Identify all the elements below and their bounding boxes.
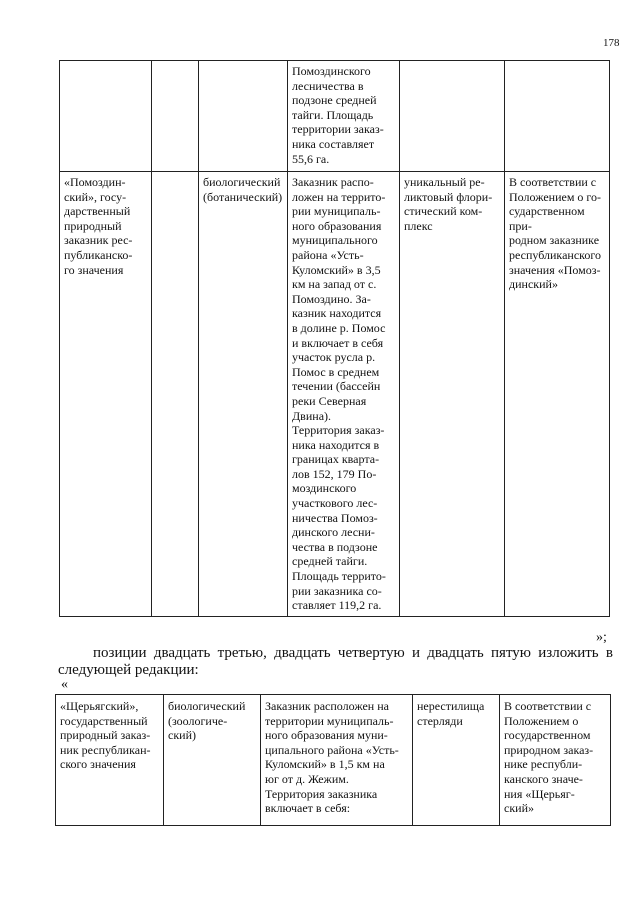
regulation-cell: В соответствии с Положением о го- сударственном при- родном заказнике республиканского значения «Помоз- динский» bbox=[505, 172, 610, 617]
feature-cell: нерестилища стерляди bbox=[413, 695, 500, 826]
description-cell: Заказник расположен на территории муниципаль- ного образования муни- ципального района «Усть- Куломский» в 1,5 км на юг от д. Жежим. Территория заказника включает в себя: bbox=[261, 695, 413, 826]
blank-cell bbox=[152, 61, 199, 172]
table-row bbox=[56, 695, 611, 826]
amendment-paragraph-line1: позиции двадцать третью, двадцать четвертую и двадцать пятую изложить в bbox=[93, 645, 613, 661]
name-cell: «Помоздин- ский», госу- дарственный природный заказник рес- публиканско- го значения bbox=[60, 172, 152, 617]
name-cell: «Щерьягский», государственный природный заказ- ник республикан- ского значения bbox=[56, 695, 164, 826]
table-row bbox=[60, 61, 610, 172]
closing-quote: »; bbox=[596, 630, 607, 645]
feature-cell bbox=[400, 61, 505, 172]
reserves-table-continued bbox=[59, 60, 610, 617]
regulation-cell: В соответствии с Положением о государственном природном заказ- нике республи- канского значе- ния «Щерьяг- ский» bbox=[500, 695, 611, 826]
reserves-table-new bbox=[55, 694, 611, 826]
amendment-paragraph-line2: следующей редакции: bbox=[58, 662, 199, 678]
name-cell bbox=[60, 61, 152, 172]
description-cell: Помоздинского лесничества в подзоне средней тайги. Площадь территории заказ- ника составляет 55,6 га. bbox=[288, 61, 400, 172]
page-number: 178 bbox=[603, 37, 620, 49]
profile-cell: биологический (зоологиче- ский) bbox=[164, 695, 261, 826]
profile-cell: биологический (ботанический) bbox=[199, 172, 288, 617]
opening-quote: « bbox=[61, 677, 68, 692]
table-row bbox=[60, 172, 610, 617]
blank-cell bbox=[152, 172, 199, 617]
regulation-cell bbox=[505, 61, 610, 172]
profile-cell bbox=[199, 61, 288, 172]
description-cell: Заказник распо- ложен на террито- рии муниципаль- ного образования муниципального района «Усть- Куломский» в 3,5 км на запад от с. Помоздино. За- казник находится в долине р. Помос и включает в себя участок русла р. Помос в среднем течении (бассейн реки Северная Двина). Территория заказ- ника находится в границах кварта- лов 152, 179 По- моздинского участкового лес- ничества Помоз- динского лесни- чества в подзоне средней тайги. Площадь террито- рии заказника со- ставляет 119,2 га. bbox=[288, 172, 400, 617]
feature-cell: уникальный ре- ликтовый флори- стический ком- плекс bbox=[400, 172, 505, 617]
